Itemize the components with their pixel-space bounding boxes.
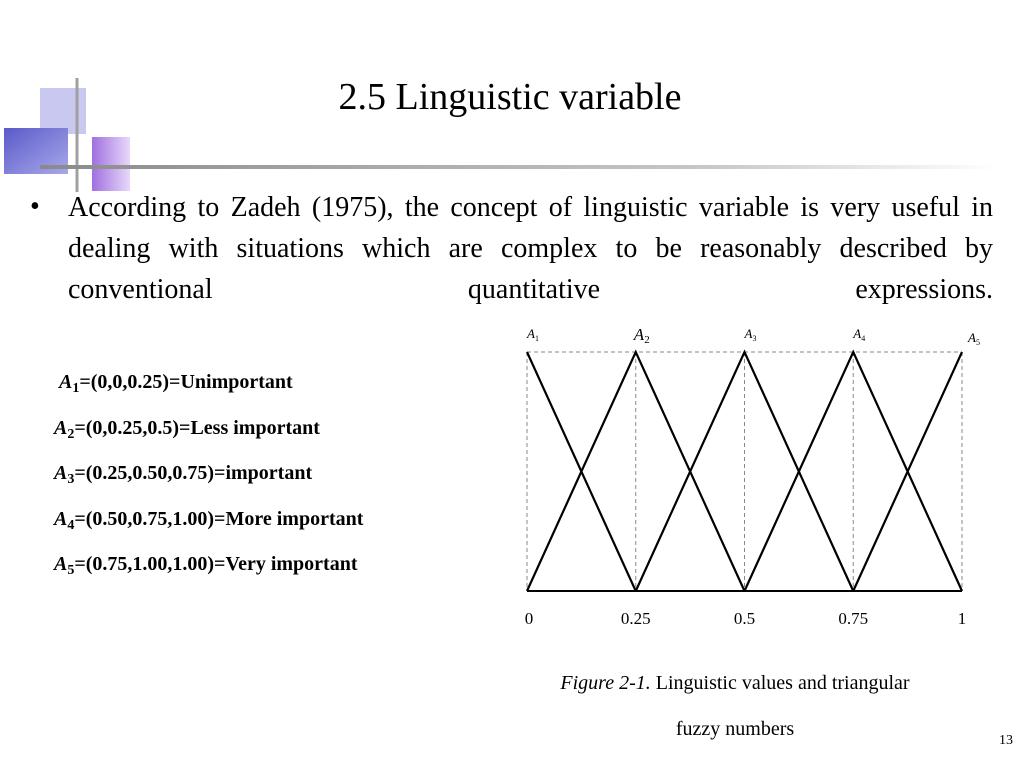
slide-title: 2.5 Linguistic variable xyxy=(338,76,682,118)
series-label-A3: $A_3$ xyxy=(744,326,757,343)
deco-square-light xyxy=(40,88,86,134)
x-tick-label: 0 xyxy=(524,609,534,628)
definition-item xyxy=(59,368,363,414)
definition-item xyxy=(54,550,363,596)
definition-subscript: 2 xyxy=(67,426,75,442)
definition-name: A xyxy=(54,507,68,530)
fuzzy-numbers-chart xyxy=(505,322,1005,632)
x-tick-label: 1 xyxy=(957,609,967,628)
series-label-A5: $A_5$ xyxy=(968,330,980,347)
definition-subscript: 5 xyxy=(67,563,75,578)
definition-text: =(0,0,0.25)=Unimportant xyxy=(79,371,293,393)
definition-name: A xyxy=(54,553,68,575)
definition-subscript: 4 xyxy=(67,517,75,533)
series-label-A4: $A_4$ xyxy=(853,326,866,343)
definition-text: =(0.25,0.50,0.75)=important xyxy=(74,462,313,484)
linguistic-definitions-list xyxy=(54,368,363,596)
figure-caption xyxy=(480,660,990,752)
definition-subscript: 3 xyxy=(67,472,75,487)
caption-figure-label: Figure 2-1. xyxy=(560,672,651,694)
deco-square-purple xyxy=(92,137,130,191)
series-label-A1: $A_1$ xyxy=(527,326,539,343)
title-underline xyxy=(40,165,1000,169)
series-label-A2: A2 xyxy=(633,325,650,346)
definition-name: A xyxy=(54,416,68,439)
definition-name: A xyxy=(59,371,73,393)
bullet-marker: • xyxy=(30,191,40,222)
definition-item xyxy=(54,505,363,551)
x-tick-label: 0.5 xyxy=(733,609,756,628)
definition-text: =(0,0.25,0.5)=Less important xyxy=(74,416,320,439)
definition-text: =(0.50,0.75,1.00)=More important xyxy=(74,507,364,530)
caption-text-line1: Linguistic values and triangular xyxy=(650,672,910,694)
x-tick-label: 0.25 xyxy=(620,609,651,628)
definition-subscript: 1 xyxy=(72,381,80,396)
definition-item xyxy=(54,459,363,505)
bullet-paragraph: According to Zadeh (1975), the concept of linguistic variable is very useful in dealing with situations which are complex to be reasonably described by conventional quantitative expressions. xyxy=(68,192,993,305)
definition-name: A xyxy=(54,462,68,484)
caption-text-line2: fuzzy numbers xyxy=(675,718,795,740)
definition-item xyxy=(54,414,363,460)
definition-text: =(0.75,1.00,1.00)=Very important xyxy=(74,553,358,575)
x-tick-label: 0.75 xyxy=(838,609,869,628)
page-number: 13 xyxy=(999,733,1013,748)
